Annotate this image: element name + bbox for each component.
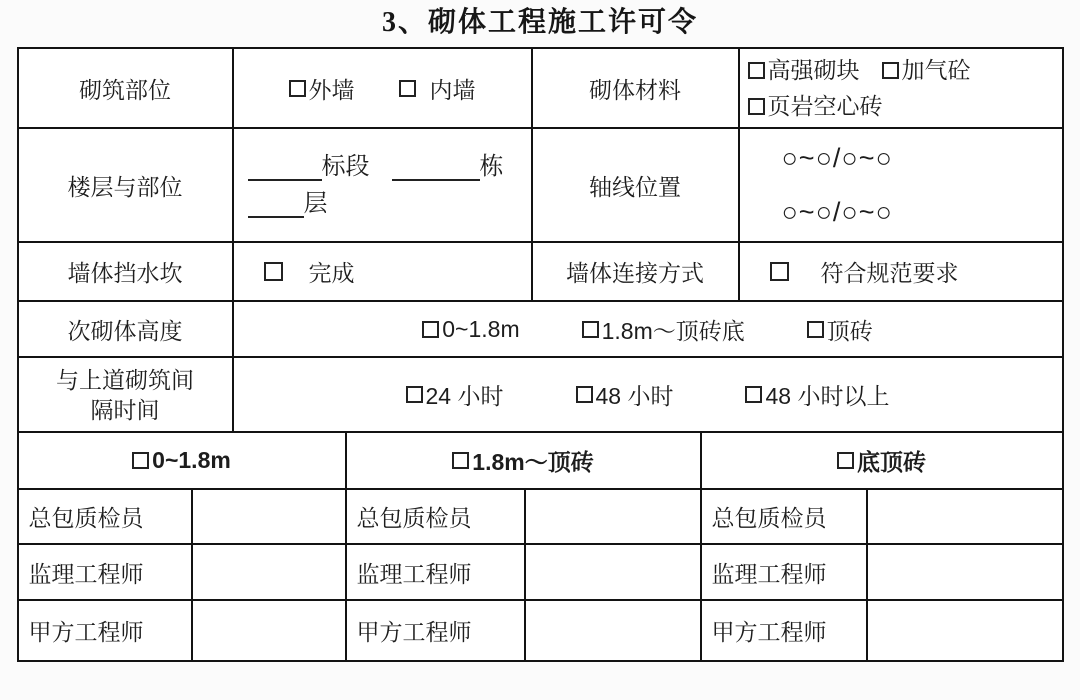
checkbox-icon[interactable] [289, 80, 306, 97]
checkbox-option-interior-wall[interactable]: 内墙 [399, 72, 476, 105]
row-owner-engineer [19, 601, 1062, 660]
checkbox-icon[interactable] [576, 386, 593, 403]
section-header-bottom-top-brick [702, 433, 1062, 488]
blank-line[interactable] [248, 154, 322, 181]
checkbox-option-48h[interactable]: 48 小时 [576, 378, 674, 411]
row-secondary-height [19, 302, 1062, 358]
label-supervising-engineer: 监理工程师 [347, 545, 526, 599]
signature-cell[interactable] [193, 490, 347, 543]
signature-cell[interactable] [868, 490, 1062, 543]
row-interval [19, 358, 1062, 433]
label-supervising-engineer: 监理工程师 [19, 545, 193, 599]
row-general-contractor-qc [19, 490, 1062, 545]
checkbox-icon[interactable] [422, 321, 439, 338]
checkbox-icon[interactable] [807, 321, 824, 338]
permit-form-table [17, 47, 1064, 662]
checkbox-option-aerated-concrete[interactable]: 加气砼 [882, 52, 971, 88]
row-floor-part [19, 129, 1062, 243]
checkbox-option-high-strength-block[interactable]: 高强砌块 [748, 52, 860, 88]
masonry-part-options [234, 49, 533, 127]
secondary-height-options [234, 302, 1062, 356]
row-masonry-part [19, 49, 1062, 129]
section-header-1.8m-top-brick [347, 433, 702, 488]
label-masonry-material: 砌体材料 [533, 49, 740, 127]
signature-cell[interactable] [193, 601, 347, 660]
signature-cell[interactable] [526, 490, 702, 543]
checkbox-option-over-48h[interactable]: 48 小时以上 [745, 378, 889, 411]
signature-cell[interactable] [193, 545, 347, 599]
checkbox-option-section-1.8m-top-brick[interactable]: 1.8m～顶砖 [452, 444, 593, 477]
checkbox-icon[interactable] [770, 262, 789, 281]
checkbox-icon[interactable] [745, 386, 762, 403]
checkbox-option-complete[interactable]: 完成 [264, 255, 355, 288]
blank-line[interactable] [392, 154, 480, 181]
signature-cell[interactable] [868, 545, 1062, 599]
checkbox-option-1.8m-top-brick-bottom[interactable]: 1.8m～顶砖底 [582, 313, 745, 346]
checkbox-icon[interactable] [406, 386, 423, 403]
axis-position-values [740, 129, 1062, 241]
checkbox-icon[interactable] [582, 321, 599, 338]
checkbox-option-section-0-1.8m[interactable]: 0~1.8m [132, 447, 231, 474]
label-general-contractor-qc: 总包质检员 [702, 490, 868, 543]
checkbox-icon[interactable] [399, 80, 416, 97]
masonry-material-options [740, 49, 1062, 127]
label-wall-connection: 墙体连接方式 [533, 243, 740, 300]
signature-cell[interactable] [526, 601, 702, 660]
label-owner-engineer: 甲方工程师 [347, 601, 526, 660]
checkbox-icon[interactable] [882, 62, 899, 79]
checkbox-icon[interactable] [132, 452, 149, 469]
label-water-barrier: 墙体挡水坎 [19, 243, 234, 300]
checkbox-option-top-brick[interactable]: 顶砖 [807, 313, 873, 346]
row-supervising-engineer [19, 545, 1062, 601]
axis-range-line: ○~○/○~○ [781, 143, 893, 173]
checkbox-icon[interactable] [837, 452, 854, 469]
label-secondary-height: 次砌体高度 [19, 302, 234, 356]
label-masonry-part: 砌筑部位 [19, 49, 234, 127]
label-supervising-engineer: 监理工程师 [702, 545, 868, 599]
label-floor-part: 楼层与部位 [19, 129, 234, 241]
page-title: 3、砌体工程施工许可令 [381, 7, 698, 38]
checkbox-option-0-1.8m[interactable]: 0~1.8m [422, 316, 519, 343]
interval-options [234, 358, 1062, 431]
checkbox-icon[interactable] [452, 452, 469, 469]
row-section-headers [19, 433, 1062, 490]
label-axis-position: 轴线位置 [533, 129, 740, 241]
row-water-barrier [19, 243, 1062, 302]
label-owner-engineer: 甲方工程师 [19, 601, 193, 660]
blank-line[interactable] [248, 191, 304, 218]
label-interval: 与上道砌筑间 隔时间 [19, 358, 234, 431]
checkbox-option-section-bottom-top-brick[interactable]: 底顶砖 [837, 444, 926, 477]
axis-range-line: ○~○/○~○ [781, 197, 893, 227]
checkbox-option-shale-hollow-brick[interactable]: 页岩空心砖 [748, 88, 883, 124]
checkbox-option-24h[interactable]: 24 小时 [406, 378, 504, 411]
section-header-0-1.8m [19, 433, 347, 488]
wall-connection-option [740, 243, 1062, 300]
checkbox-icon[interactable] [748, 62, 765, 79]
water-barrier-option [234, 243, 533, 300]
checkbox-icon[interactable] [264, 262, 283, 281]
label-owner-engineer: 甲方工程师 [702, 601, 868, 660]
checkbox-option-conforms-to-code[interactable]: 符合规范要求 [770, 255, 959, 288]
floor-part-fill-in: 标段 栋 层 [234, 129, 533, 241]
label-general-contractor-qc: 总包质检员 [347, 490, 526, 543]
signature-cell[interactable] [868, 601, 1062, 660]
label-general-contractor-qc: 总包质检员 [19, 490, 193, 543]
checkbox-icon[interactable] [748, 98, 765, 115]
signature-cell[interactable] [526, 545, 702, 599]
checkbox-option-exterior-wall[interactable]: 外墙 [289, 72, 355, 105]
